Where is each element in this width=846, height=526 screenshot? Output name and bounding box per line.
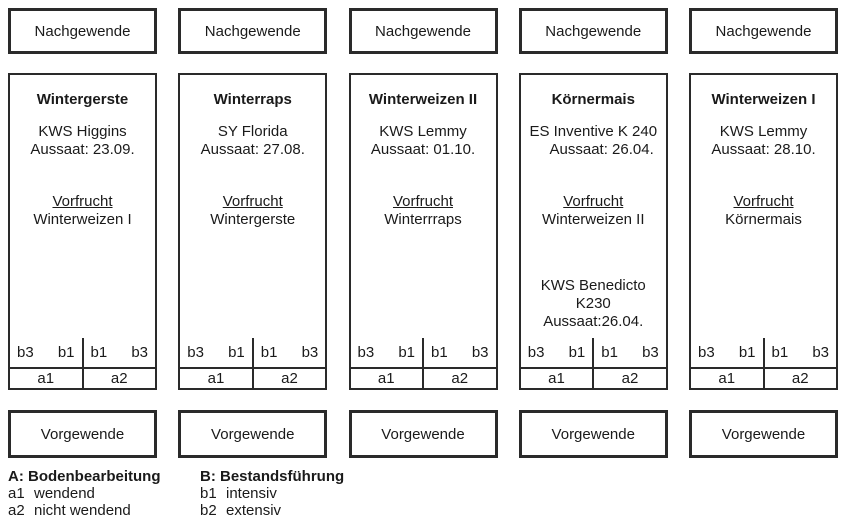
b-cell: b1 [568,343,586,361]
b-cell: b3 [357,343,375,361]
vorfrucht-heading: Vorfrucht [392,193,454,210]
b-cell: b1 [431,343,448,361]
vorfrucht-crop: Körnermais [725,211,802,228]
a-treatment-row [10,369,155,388]
a-treatment-row [180,369,325,388]
a-cell: a2 [422,369,496,388]
a-cell: a2 [252,369,326,388]
plot-columns [8,8,838,458]
alt-variety-line: KWS Benedicto [540,277,646,294]
legend-label: intensiv [226,485,277,502]
b-row-right-half [422,338,496,367]
b-treatment-row [10,338,155,369]
a-cell: a2 [82,369,156,388]
legend [8,468,838,519]
vorfrucht-heading: Vorfrucht [563,193,624,210]
crop-title: Wintergerste [36,91,129,108]
b-row-left-half [10,338,82,367]
nachgewende-box: Nachgewende [519,8,668,54]
plot-column-winterraps [178,8,327,458]
nachgewende-box: Nachgewende [178,8,327,54]
nachgewende-box: Nachgewende [349,8,498,54]
nachgewende-box: Nachgewende [8,8,157,54]
b-treatment-row [521,338,666,369]
nachgewende-box: Nachgewende [689,8,838,54]
crop-title: Winterweizen II [368,91,478,108]
legend-item-a1 [8,485,200,502]
legend-label: nicht wendend [34,502,131,519]
vorfrucht-heading: Vorfrucht [733,193,794,210]
a-treatment-row [351,369,496,388]
crop-title: Körnermais [551,91,635,108]
b-cell: b1 [260,343,278,361]
b-row-right-half [592,338,666,367]
variety-block [10,123,155,159]
legend-item-b1 [200,485,344,502]
variety-line: KWS Lemmy [379,123,467,140]
vorfrucht-crop: Winterweizen I [33,211,132,228]
b-treatment-row [351,338,496,369]
vorgewende-box: Vorgewende [689,410,838,458]
variety-line: SY Florida [217,123,288,140]
sowing-date-line: Aussaat: 23.09. [30,141,135,158]
legend-label: wendend [34,485,95,502]
a-cell: a1 [207,369,225,387]
vorfrucht-crop: Wintergerste [210,211,296,228]
b-cell: b3 [812,343,829,361]
alt-sowing-date-line: Aussaat:26.04. [543,313,644,330]
vorfrucht-heading: Vorfrucht [52,193,113,210]
alt-variety-code-line: K230 [575,295,611,312]
plot-box [349,73,498,390]
vorgewende-box: Vorgewende [519,410,668,458]
plot-column-koernermais [519,8,668,458]
plot-box [689,73,838,390]
sowing-date-line: Aussaat: 01.10. [370,141,476,158]
b-cell: b1 [228,343,245,361]
variety-line: ES Inventive K 240 [529,123,658,140]
vorgewende-box: Vorgewende [349,410,498,458]
legend-label: extensiv [226,502,282,519]
b-row-left-half [521,338,593,367]
a-treatment-row [691,369,836,388]
plot-column-wintergerste [8,8,157,458]
b-cell: b1 [57,343,75,361]
plot-box [8,73,157,390]
variety-block [180,123,325,159]
b-cell: b3 [698,343,715,361]
b-cell: b3 [131,343,148,361]
b-treatment-row [691,338,836,369]
b-cell: b3 [527,343,545,361]
a-cell: a1 [718,369,736,387]
legend-bestandsfuehrung [200,468,344,519]
b-row-right-half [252,338,326,367]
sowing-date-line: Aussaat: 28.10. [711,141,816,158]
legend-bodenbearbeitung [8,468,200,519]
a-cell: a2 [763,369,837,388]
b-cell: b3 [642,343,659,361]
legend-item-a2 [8,502,200,519]
variety-block [521,123,666,159]
b-cell: b3 [187,343,204,361]
b-cell: b1 [771,343,789,361]
alt-variety-block [521,277,666,331]
legend-a-title: A: Bodenbearbeitung [8,468,161,485]
crop-title: Winterraps [213,91,292,108]
crop-title: Winterweizen I [711,91,816,108]
b-cell: b1 [90,343,108,361]
vorfrucht-heading: Vorfrucht [222,193,283,210]
plot-box [178,73,327,390]
b-treatment-row [180,338,325,369]
plot-column-winterweizen-2 [349,8,498,458]
plot-column-winterweizen-1 [689,8,838,458]
b-cell: b1 [601,343,618,361]
b-row-left-half [691,338,763,367]
vorgewende-box: Vorgewende [8,410,157,458]
legend-key: a2 [8,502,25,519]
legend-key: a1 [8,485,25,502]
legend-item-b2 [200,502,344,519]
variety-block [691,123,836,159]
variety-line: KWS Higgins [38,123,127,140]
legend-key: b1 [200,485,217,502]
b-cell: b1 [738,343,756,361]
a-cell: a1 [37,369,55,387]
b-cell: b3 [301,343,319,361]
plot-box [519,73,668,390]
a-treatment-row [521,369,666,388]
vorgewende-box: Vorgewende [178,410,327,458]
b-row-right-half [763,338,837,367]
a-cell: a1 [377,369,395,387]
sowing-date-line: Aussaat: 27.08. [200,141,305,158]
b-row-right-half [82,338,156,367]
a-cell: a1 [548,369,565,387]
sowing-date-line: Aussaat: 26.04. [549,141,654,158]
variety-line: KWS Lemmy [719,123,808,140]
vorfrucht-crop: Winterweizen II [541,211,645,228]
a-cell: a2 [592,369,666,388]
b-cell: b1 [398,343,415,361]
legend-b-title: B: Bestandsführung [200,468,345,485]
b-row-left-half [351,338,423,367]
b-cell: b3 [17,343,34,361]
b-row-left-half [180,338,252,367]
b-cell: b3 [471,343,489,361]
variety-block [351,123,496,159]
vorfrucht-crop: Winterrraps [384,211,462,228]
legend-key: b2 [200,502,217,519]
